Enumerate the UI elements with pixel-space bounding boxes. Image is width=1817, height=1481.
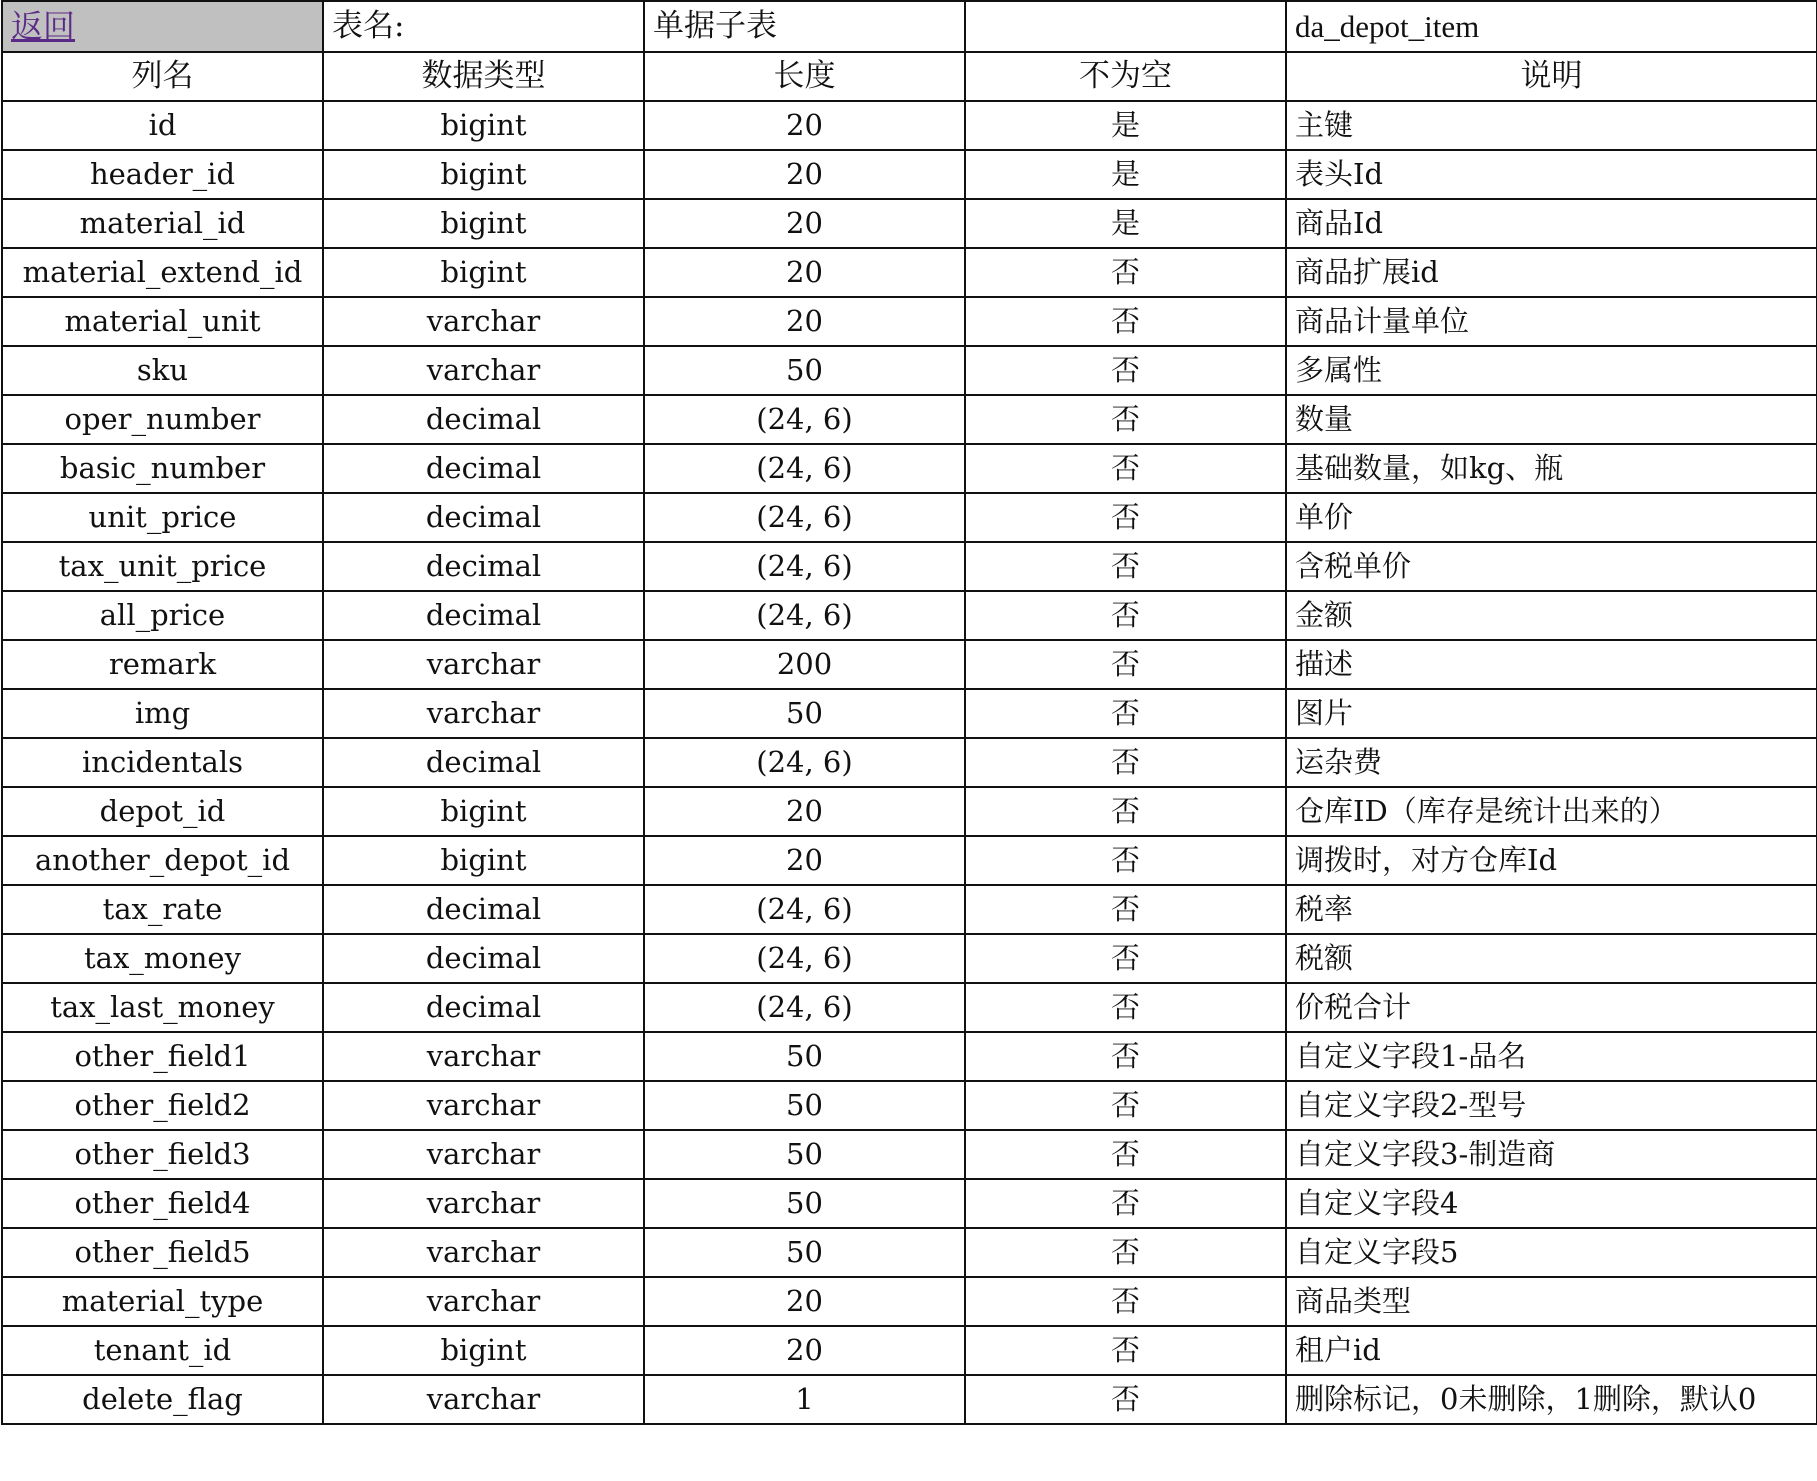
cell-data-type: varchar xyxy=(323,640,644,689)
cell-column-name: tax_last_money xyxy=(2,983,323,1032)
cell-description: 自定义字段5 xyxy=(1286,1228,1817,1277)
table-row xyxy=(2,1081,1817,1130)
column-header-not-null: 不为空 xyxy=(965,52,1286,101)
cell-description: 商品Id xyxy=(1286,199,1817,248)
cell-not-null: 否 xyxy=(965,934,1286,983)
cell-not-null: 否 xyxy=(965,1228,1286,1277)
cell-not-null: 否 xyxy=(965,787,1286,836)
cell-length: 50 xyxy=(644,1228,965,1277)
cell-description: 图片 xyxy=(1286,689,1817,738)
cell-length: (24, 6) xyxy=(644,395,965,444)
cell-length: 50 xyxy=(644,1032,965,1081)
cell-not-null: 否 xyxy=(965,346,1286,395)
cell-not-null: 否 xyxy=(965,493,1286,542)
cell-length: (24, 6) xyxy=(644,591,965,640)
table-meta-blank xyxy=(965,1,1286,52)
cell-description: 金额 xyxy=(1286,591,1817,640)
column-header-description: 说明 xyxy=(1286,52,1817,101)
cell-not-null: 否 xyxy=(965,395,1286,444)
cell-length: (24, 6) xyxy=(644,493,965,542)
back-cell xyxy=(2,1,323,52)
cell-column-name: tax_money xyxy=(2,934,323,983)
schema-table-body xyxy=(2,1,1817,1424)
cell-not-null: 否 xyxy=(965,885,1286,934)
cell-not-null: 是 xyxy=(965,150,1286,199)
table-row xyxy=(2,983,1817,1032)
cell-column-name: all_price xyxy=(2,591,323,640)
cell-not-null: 否 xyxy=(965,1081,1286,1130)
table-row xyxy=(2,248,1817,297)
column-header-row xyxy=(2,52,1817,101)
column-header-length: 长度 xyxy=(644,52,965,101)
cell-data-type: decimal xyxy=(323,885,644,934)
cell-description: 主键 xyxy=(1286,101,1817,150)
cell-description: 含税单价 xyxy=(1286,542,1817,591)
cell-column-name: tenant_id xyxy=(2,1326,323,1375)
cell-column-name: basic_number xyxy=(2,444,323,493)
cell-column-name: img xyxy=(2,689,323,738)
cell-column-name: another_depot_id xyxy=(2,836,323,885)
cell-data-type: decimal xyxy=(323,934,644,983)
table-row xyxy=(2,1228,1817,1277)
cell-data-type: varchar xyxy=(323,1277,644,1326)
cell-not-null: 是 xyxy=(965,199,1286,248)
table-meta-row xyxy=(2,1,1817,52)
cell-column-name: unit_price xyxy=(2,493,323,542)
cell-description: 商品类型 xyxy=(1286,1277,1817,1326)
cell-length: 20 xyxy=(644,150,965,199)
cell-not-null: 是 xyxy=(965,101,1286,150)
cell-not-null: 否 xyxy=(965,1375,1286,1424)
cell-column-name: other_field4 xyxy=(2,1179,323,1228)
cell-not-null: 否 xyxy=(965,836,1286,885)
cell-not-null: 否 xyxy=(965,444,1286,493)
table-row xyxy=(2,1277,1817,1326)
cell-length: (24, 6) xyxy=(644,983,965,1032)
cell-data-type: bigint xyxy=(323,248,644,297)
cell-description: 价税合计 xyxy=(1286,983,1817,1032)
cell-length: 20 xyxy=(644,101,965,150)
table-title: 单据子表 xyxy=(644,1,965,52)
cell-data-type: varchar xyxy=(323,346,644,395)
cell-length: 20 xyxy=(644,1326,965,1375)
cell-description: 单价 xyxy=(1286,493,1817,542)
cell-data-type: varchar xyxy=(323,297,644,346)
cell-description: 租户id xyxy=(1286,1326,1817,1375)
table-row xyxy=(2,199,1817,248)
cell-not-null: 否 xyxy=(965,542,1286,591)
cell-column-name: material_id xyxy=(2,199,323,248)
cell-not-null: 否 xyxy=(965,689,1286,738)
cell-length: 20 xyxy=(644,836,965,885)
cell-length: 50 xyxy=(644,346,965,395)
table-row xyxy=(2,1179,1817,1228)
schema-table xyxy=(1,0,1817,1425)
cell-column-name: other_field5 xyxy=(2,1228,323,1277)
cell-data-type: varchar xyxy=(323,1375,644,1424)
cell-length: 50 xyxy=(644,1081,965,1130)
cell-data-type: varchar xyxy=(323,689,644,738)
cell-column-name: material_extend_id xyxy=(2,248,323,297)
cell-description: 删除标记，0未删除，1删除，默认0 xyxy=(1286,1375,1817,1424)
cell-column-name: depot_id xyxy=(2,787,323,836)
cell-data-type: decimal xyxy=(323,738,644,787)
cell-column-name: material_type xyxy=(2,1277,323,1326)
cell-data-type: varchar xyxy=(323,1228,644,1277)
column-header-type: 数据类型 xyxy=(323,52,644,101)
cell-column-name: delete_flag xyxy=(2,1375,323,1424)
cell-length: 20 xyxy=(644,1277,965,1326)
cell-not-null: 否 xyxy=(965,1277,1286,1326)
cell-data-type: bigint xyxy=(323,836,644,885)
cell-data-type: varchar xyxy=(323,1032,644,1081)
table-name: da_depot_item xyxy=(1286,1,1817,52)
cell-description: 自定义字段4 xyxy=(1286,1179,1817,1228)
cell-data-type: decimal xyxy=(323,395,644,444)
table-row xyxy=(2,444,1817,493)
cell-length: 20 xyxy=(644,297,965,346)
cell-description: 税率 xyxy=(1286,885,1817,934)
cell-data-type: varchar xyxy=(323,1081,644,1130)
cell-description: 运杂费 xyxy=(1286,738,1817,787)
cell-data-type: decimal xyxy=(323,542,644,591)
cell-column-name: material_unit xyxy=(2,297,323,346)
back-link[interactable]: 返回 xyxy=(11,6,76,45)
cell-not-null: 否 xyxy=(965,248,1286,297)
cell-column-name: id xyxy=(2,101,323,150)
cell-not-null: 否 xyxy=(965,1326,1286,1375)
cell-not-null: 否 xyxy=(965,1032,1286,1081)
cell-data-type: bigint xyxy=(323,199,644,248)
cell-data-type: varchar xyxy=(323,1179,644,1228)
cell-length: 20 xyxy=(644,199,965,248)
cell-column-name: sku xyxy=(2,346,323,395)
cell-data-type: bigint xyxy=(323,101,644,150)
cell-description: 调拨时，对方仓库Id xyxy=(1286,836,1817,885)
cell-description: 商品扩展id xyxy=(1286,248,1817,297)
cell-length: (24, 6) xyxy=(644,885,965,934)
cell-length: 20 xyxy=(644,787,965,836)
table-row xyxy=(2,1032,1817,1081)
cell-length: 50 xyxy=(644,1130,965,1179)
cell-data-type: decimal xyxy=(323,591,644,640)
table-row xyxy=(2,101,1817,150)
cell-description: 商品计量单位 xyxy=(1286,297,1817,346)
table-row xyxy=(2,738,1817,787)
table-row xyxy=(2,1130,1817,1179)
cell-not-null: 否 xyxy=(965,640,1286,689)
cell-data-type: bigint xyxy=(323,150,644,199)
cell-description: 多属性 xyxy=(1286,346,1817,395)
cell-column-name: other_field3 xyxy=(2,1130,323,1179)
cell-description: 仓库ID（库存是统计出来的） xyxy=(1286,787,1817,836)
cell-column-name: remark xyxy=(2,640,323,689)
table-row xyxy=(2,150,1817,199)
cell-description: 描述 xyxy=(1286,640,1817,689)
table-name-label: 表名: xyxy=(323,1,644,52)
cell-length: 1 xyxy=(644,1375,965,1424)
cell-data-type: decimal xyxy=(323,444,644,493)
cell-not-null: 否 xyxy=(965,738,1286,787)
cell-column-name: tax_unit_price xyxy=(2,542,323,591)
cell-description: 数量 xyxy=(1286,395,1817,444)
cell-length: 200 xyxy=(644,640,965,689)
cell-data-type: bigint xyxy=(323,787,644,836)
cell-not-null: 否 xyxy=(965,591,1286,640)
table-row xyxy=(2,836,1817,885)
cell-column-name: incidentals xyxy=(2,738,323,787)
table-row xyxy=(2,591,1817,640)
table-row xyxy=(2,787,1817,836)
table-row xyxy=(2,542,1817,591)
cell-length: (24, 6) xyxy=(644,542,965,591)
cell-not-null: 否 xyxy=(965,1130,1286,1179)
table-row xyxy=(2,640,1817,689)
cell-length: 50 xyxy=(644,1179,965,1228)
cell-data-type: decimal xyxy=(323,983,644,1032)
table-row xyxy=(2,885,1817,934)
table-row xyxy=(2,493,1817,542)
cell-data-type: varchar xyxy=(323,1130,644,1179)
cell-description: 基础数量，如kg、瓶 xyxy=(1286,444,1817,493)
table-row xyxy=(2,346,1817,395)
cell-description: 表头Id xyxy=(1286,150,1817,199)
cell-not-null: 否 xyxy=(965,983,1286,1032)
cell-length: (24, 6) xyxy=(644,738,965,787)
cell-not-null: 否 xyxy=(965,297,1286,346)
cell-length: (24, 6) xyxy=(644,444,965,493)
table-row xyxy=(2,934,1817,983)
cell-description: 自定义字段1-品名 xyxy=(1286,1032,1817,1081)
cell-data-type: bigint xyxy=(323,1326,644,1375)
cell-column-name: header_id xyxy=(2,150,323,199)
table-row xyxy=(2,395,1817,444)
cell-column-name: oper_number xyxy=(2,395,323,444)
cell-not-null: 否 xyxy=(965,1179,1286,1228)
cell-column-name: tax_rate xyxy=(2,885,323,934)
cell-length: 20 xyxy=(644,248,965,297)
table-row xyxy=(2,1326,1817,1375)
cell-length: 50 xyxy=(644,689,965,738)
cell-description: 税额 xyxy=(1286,934,1817,983)
cell-description: 自定义字段3-制造商 xyxy=(1286,1130,1817,1179)
cell-column-name: other_field1 xyxy=(2,1032,323,1081)
cell-description: 自定义字段2-型号 xyxy=(1286,1081,1817,1130)
column-header-name: 列名 xyxy=(2,52,323,101)
cell-column-name: other_field2 xyxy=(2,1081,323,1130)
cell-length: (24, 6) xyxy=(644,934,965,983)
table-row xyxy=(2,297,1817,346)
cell-data-type: decimal xyxy=(323,493,644,542)
table-row xyxy=(2,1375,1817,1424)
table-row xyxy=(2,689,1817,738)
